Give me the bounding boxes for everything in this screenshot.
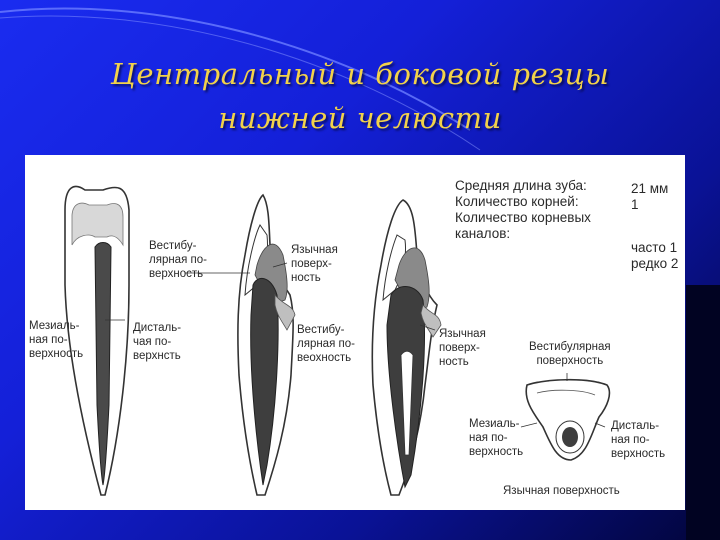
label-line: Вестибу- bbox=[149, 240, 197, 252]
label-line: поверхность bbox=[536, 355, 604, 367]
label-line: лярная по- bbox=[297, 338, 355, 350]
label-lingual-cross: Язычная поверхность bbox=[503, 485, 620, 497]
label-line: поверх- bbox=[439, 342, 480, 354]
label-lingual-upper bbox=[291, 243, 338, 285]
label-line: чая по- bbox=[133, 336, 172, 348]
label-line: верхность bbox=[469, 446, 524, 458]
incisor-lateral-view-2 bbox=[372, 200, 441, 495]
label-line: веохность bbox=[297, 352, 352, 364]
label-line: Вестибулярная bbox=[529, 341, 611, 353]
tooth-info-values bbox=[631, 181, 668, 213]
label-line: Мезиаль- bbox=[469, 418, 520, 430]
slide-title bbox=[0, 52, 720, 140]
label-line: лярная по- bbox=[149, 254, 207, 266]
label-distal-cross bbox=[611, 419, 665, 461]
title-line-1: Центральный и боковой резцы bbox=[110, 57, 610, 91]
label-line: верхность bbox=[611, 448, 666, 460]
info-length-value: 21 мм bbox=[631, 181, 669, 196]
label-line: верхность bbox=[29, 348, 84, 360]
label-line: верхность bbox=[149, 268, 204, 280]
incisor-lateral-view-1 bbox=[238, 195, 295, 495]
canal-value-often: часто 1 bbox=[631, 240, 678, 255]
incisor-cross-section bbox=[526, 380, 609, 460]
title-line-2: нижней челюсти bbox=[218, 101, 502, 135]
label-line: ность bbox=[439, 356, 469, 368]
label-vestibular-lower bbox=[297, 323, 355, 365]
info-average-length: Средняя длина зуба: bbox=[455, 178, 587, 193]
label-lingual-right bbox=[439, 327, 486, 369]
info-canal-count: Количество корневых bbox=[455, 210, 591, 225]
label-line: Дисталь- bbox=[611, 420, 660, 432]
info-canals: каналов: bbox=[455, 226, 511, 241]
label-line: ная по- bbox=[611, 434, 650, 446]
tooth-canal-values bbox=[631, 240, 678, 272]
label-line: Язычная bbox=[291, 244, 338, 256]
label-line: поверх- bbox=[291, 258, 332, 270]
label-line: верхнсть bbox=[133, 350, 181, 362]
info-root-count: Количество корней: bbox=[455, 194, 579, 209]
info-root-value: 1 bbox=[631, 197, 639, 212]
label-line: Мезиаль- bbox=[29, 320, 80, 332]
tooth-info-labels bbox=[455, 178, 591, 242]
label-line: ная по- bbox=[29, 334, 68, 346]
label-line: Язычная bbox=[439, 328, 486, 340]
canal-value-rarely: редко 2 bbox=[631, 256, 679, 271]
label-vestibular-upper bbox=[149, 239, 207, 281]
label-line: ная по- bbox=[469, 432, 508, 444]
label-vestibular-cross bbox=[529, 340, 611, 368]
label-mesial-left bbox=[29, 319, 83, 361]
tooth-diagram-figure bbox=[25, 155, 685, 510]
label-line: Дисталь- bbox=[133, 322, 182, 334]
label-line: Вестибу- bbox=[297, 324, 345, 336]
label-line: ность bbox=[291, 272, 321, 284]
label-distal-center bbox=[133, 321, 181, 363]
label-mesial-cross bbox=[469, 417, 523, 459]
